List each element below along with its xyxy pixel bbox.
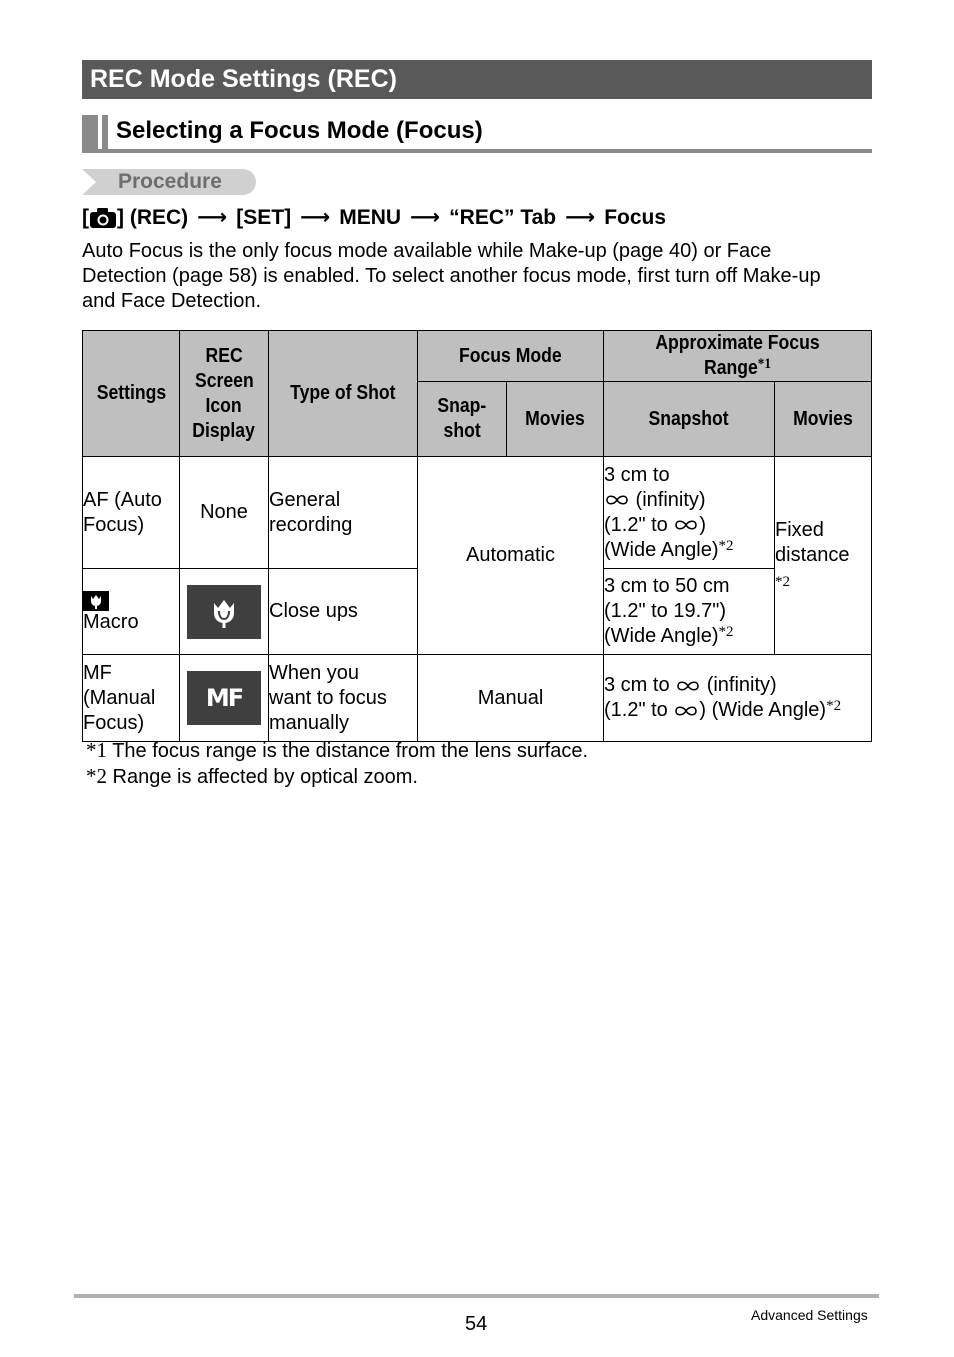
procedure-label — [82, 169, 256, 195]
menu-path-set: [SET] — [236, 206, 292, 229]
macro-icon — [83, 591, 109, 611]
icon-cell — [180, 569, 269, 655]
header-movies-range: Movies — [775, 382, 872, 457]
header-settings: Settings — [83, 331, 180, 457]
setting-cell: Macro — [83, 569, 180, 655]
footnotes — [86, 738, 588, 790]
header-focus-mode: Focus Mode — [418, 331, 604, 382]
infinity-icon — [675, 679, 701, 693]
arrow-icon: ⟶ — [410, 206, 441, 229]
footer-rule — [74, 1294, 879, 1298]
setting-cell: AF (Auto Focus) — [83, 457, 180, 569]
intro-paragraph — [82, 239, 872, 314]
menu-path-rec: ] (REC) — [117, 206, 189, 229]
icon-cell: None — [180, 457, 269, 569]
header-rec-icon: REC Screen Icon Display — [180, 331, 269, 457]
menu-path-rec-tab: “REC” Tab — [449, 206, 557, 229]
automatic-cell: Automatic — [418, 457, 604, 655]
infinity-icon — [604, 493, 630, 507]
type-cell: Close ups — [269, 569, 418, 655]
infinity-icon — [673, 518, 699, 532]
footnote: *1 The focus range is the distance from the lens surface. — [86, 738, 588, 762]
subsection-title: Selecting a Focus Mode (Focus) — [116, 117, 483, 144]
range-cell: 3 cm to 50 cm (1.2" to 19.7") (Wide Angle)$^{*2}$ — [604, 569, 775, 655]
header-type-of-shot: Type of Shot — [269, 331, 418, 457]
icon-cell — [180, 655, 269, 742]
menu-path-open: [ — [82, 206, 89, 229]
header-snapshot-mode: Snap- shot — [418, 382, 507, 457]
heading-underline — [82, 149, 872, 153]
menu-path-menu: MENU — [339, 206, 402, 229]
section-title: REC Mode Settings (REC) — [82, 60, 872, 99]
arrow-icon: ⟶ — [300, 206, 331, 229]
infinity-icon — [673, 704, 699, 718]
footer-section-label: Advanced Settings — [751, 1307, 868, 1323]
menu-path — [82, 203, 666, 233]
procedure-text: Procedure — [118, 170, 222, 193]
focus-mode-table — [82, 330, 872, 742]
arrow-icon: ⟶ — [565, 206, 596, 229]
type-cell: General recording — [269, 457, 418, 569]
intro-line: and Face Detection. — [82, 290, 261, 312]
footnote: *2 Range is affected by optical zoom. — [86, 764, 418, 788]
subsection-heading — [82, 113, 872, 153]
header-snapshot-range: Snapshot — [604, 382, 775, 457]
macro-screen-icon — [187, 585, 261, 639]
heading-marker-thin — [102, 115, 108, 153]
header-movies-mode: Movies — [507, 382, 604, 457]
range-cell: 3 cm to (infinity) (1.2" to ) (Wide Angle)$^{*2}$ — [604, 457, 775, 569]
arrow-icon: ⟶ — [197, 206, 228, 229]
menu-path-focus: Focus — [604, 206, 667, 229]
intro-line: Detection (page 58) is enabled. To select another focus mode, first turn off Make-up — [82, 265, 821, 287]
camera-icon — [89, 207, 117, 229]
range-cell: 3 cm to (infinity) (1.2" to ) (Wide Angle)$^{*2}$ — [604, 655, 872, 742]
fixed-distance-cell: Fixed distance *2 — [775, 457, 872, 655]
manual-cell: Manual — [418, 655, 604, 742]
procedure-chevron — [82, 169, 96, 195]
type-cell: When you want to focus manually — [269, 655, 418, 742]
table-row — [83, 457, 872, 569]
header-approx-range: Approximate Focus Range$^{*1}$ — [604, 331, 872, 382]
heading-marker — [82, 115, 98, 153]
page-number: 54 — [465, 1313, 488, 1335]
table-row — [83, 655, 872, 742]
setting-cell: MF (Manual Focus) — [83, 655, 180, 742]
mf-screen-icon: MF — [187, 671, 261, 725]
intro-line: Auto Focus is the only focus mode available while Make-up (page 40) or Face — [82, 240, 772, 262]
